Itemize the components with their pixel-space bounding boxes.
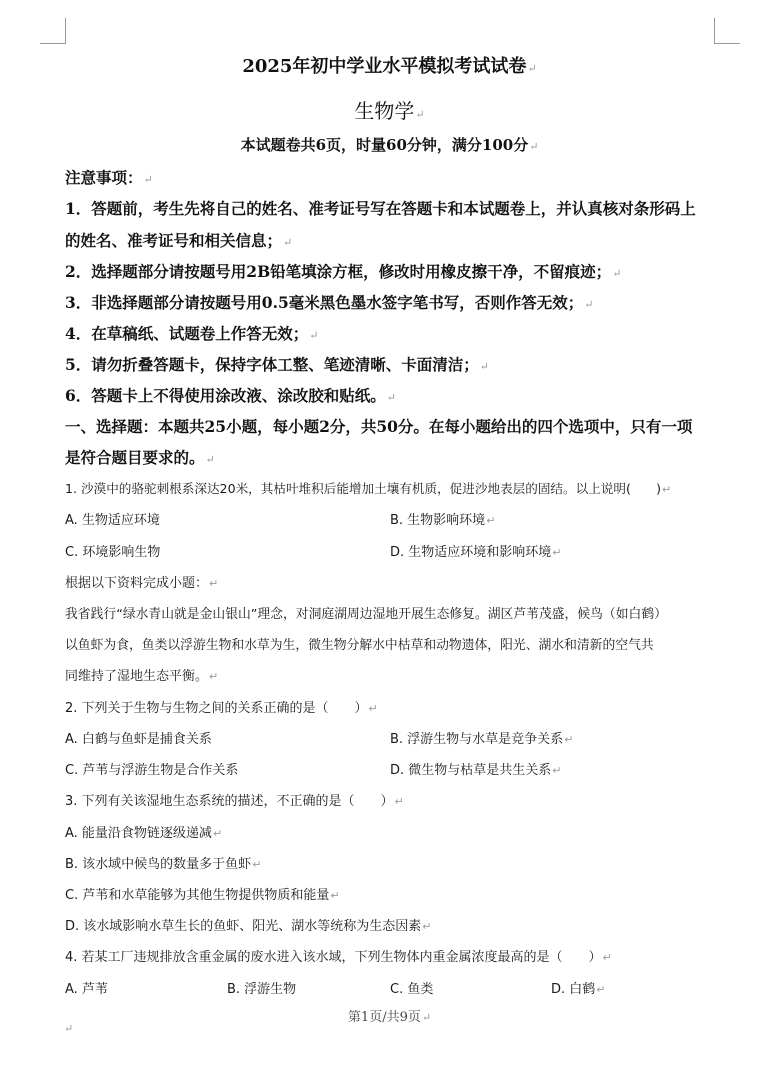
notice-item: 6．答题卡上不得使用涂改液、涂改胶和贴纸。↵: [65, 386, 397, 405]
question-4-option-b: B. 浮游生物: [227, 982, 297, 997]
section-heading: 一、选择题：本题共25小题，每小题2分，共50分。在每小题给出的四个选项中，只有一项: [65, 417, 693, 436]
question-2-option-a: A. 白鹤与鱼虾是捕食关系: [65, 732, 212, 747]
subject-title: 生物学↵: [354, 99, 425, 123]
material-text: 同维持了湿地生态平衡。↵: [65, 669, 219, 684]
question-3-option-c: C. 芦苇和水草能够为其他生物提供物质和能量↵: [65, 888, 340, 903]
question-3-option-a: A. 能量沿食物链逐级递减↵: [65, 826, 223, 841]
notice-item: 的姓名、准考证号和相关信息；↵: [65, 231, 293, 250]
question-4-stem: 4. 若某工厂违规排放含重金属的废水进入该水域，下列生物体内重金属浓度最高的是（ ）↵: [65, 950, 612, 965]
question-4-option-a: A. 芦苇: [65, 982, 108, 997]
question-3-stem: 3. 下列有关该湿地生态系统的描述，不正确的是（ ）↵: [65, 794, 404, 809]
crop-mark-top-left: [40, 43, 66, 44]
crop-mark-top-right: [714, 43, 740, 44]
question-2-stem: 2. 下列关于生物与生物之间的关系正确的是（ ）↵: [65, 701, 378, 716]
question-1-option-a: A. 生物适应环境: [65, 513, 160, 528]
question-3-option-d: D. 该水域影响水草生长的鱼虾、阳光、湖水等统称为生态因素↵: [65, 919, 432, 934]
paragraph-mark: ↵: [64, 1022, 74, 1035]
notice-heading: 注意事项：↵: [65, 168, 153, 187]
exam-info: 本试题卷共6页，时量60分钟，满分100分↵: [240, 136, 539, 154]
question-2-option-d: D. 微生物与枯草是共生关系↵: [390, 763, 562, 778]
material-intro: 根据以下资料完成小题：↵: [65, 576, 219, 591]
question-1-option-b: B. 生物影响环境↵: [390, 513, 496, 528]
question-2-option-c: C. 芦苇与浮游生物是合作关系: [65, 763, 239, 778]
notice-item: 4．在草稿纸、试题卷上作答无效；↵: [65, 324, 319, 343]
crop-mark-top-right: [714, 18, 715, 44]
crop-mark-top-left: [65, 18, 66, 44]
question-4-option-c: C. 鱼类: [390, 982, 434, 997]
question-2-option-b: B. 浮游生物与水草是竞争关系↵: [390, 732, 574, 747]
page-footer: 第1页/共9页↵: [347, 1010, 432, 1025]
question-1-stem: 1. 沙漠中的骆驼刺根系深达20米，其枯叶堆积后能增加土壤有机质，促进沙地表层的固结。以上说明( )↵: [65, 481, 672, 496]
notice-item: 2．选择题部分请按题号用2B铅笔填涂方框，修改时用橡皮擦干净，不留痕迹；↵: [65, 262, 622, 281]
question-4-option-d: D. 白鹤↵: [551, 982, 606, 997]
section-heading: 是符合题目要求的。↵: [65, 448, 215, 467]
question-1-option-d: D. 生物适应环境和影响环境↵: [390, 545, 562, 560]
material-text: 以鱼虾为食，鱼类以浮游生物和水草为生，微生物分解水中枯草和动物遗体，阳光、湖水和清新的空气共: [65, 638, 654, 653]
question-3-option-b: B. 该水域中候鸟的数量多于鱼虾↵: [65, 857, 262, 872]
notice-item: 1．答题前，考生先将自己的姓名、准考证号写在答题卡和本试题卷上，并认真核对条形码上: [65, 199, 696, 218]
question-1-option-c: C. 环境影响生物: [65, 545, 161, 560]
notice-item: 5．请勿折叠答题卡，保持字体工整、笔迹清晰、卡面清洁；↵: [65, 355, 490, 374]
notice-item: 3．非选择题部分请按题号用0.5毫米黑色墨水签字笔书写，否则作答无效；↵: [65, 293, 594, 312]
exam-title: 2025年初中学业水平模拟考试试卷↵: [242, 56, 537, 77]
material-text: 我省践行“绿水青山就是金山银山”理念，对洞庭湖周边湿地开展生态修复。湖区芦苇茂盛，候鸟（如白鹤）: [65, 607, 667, 622]
